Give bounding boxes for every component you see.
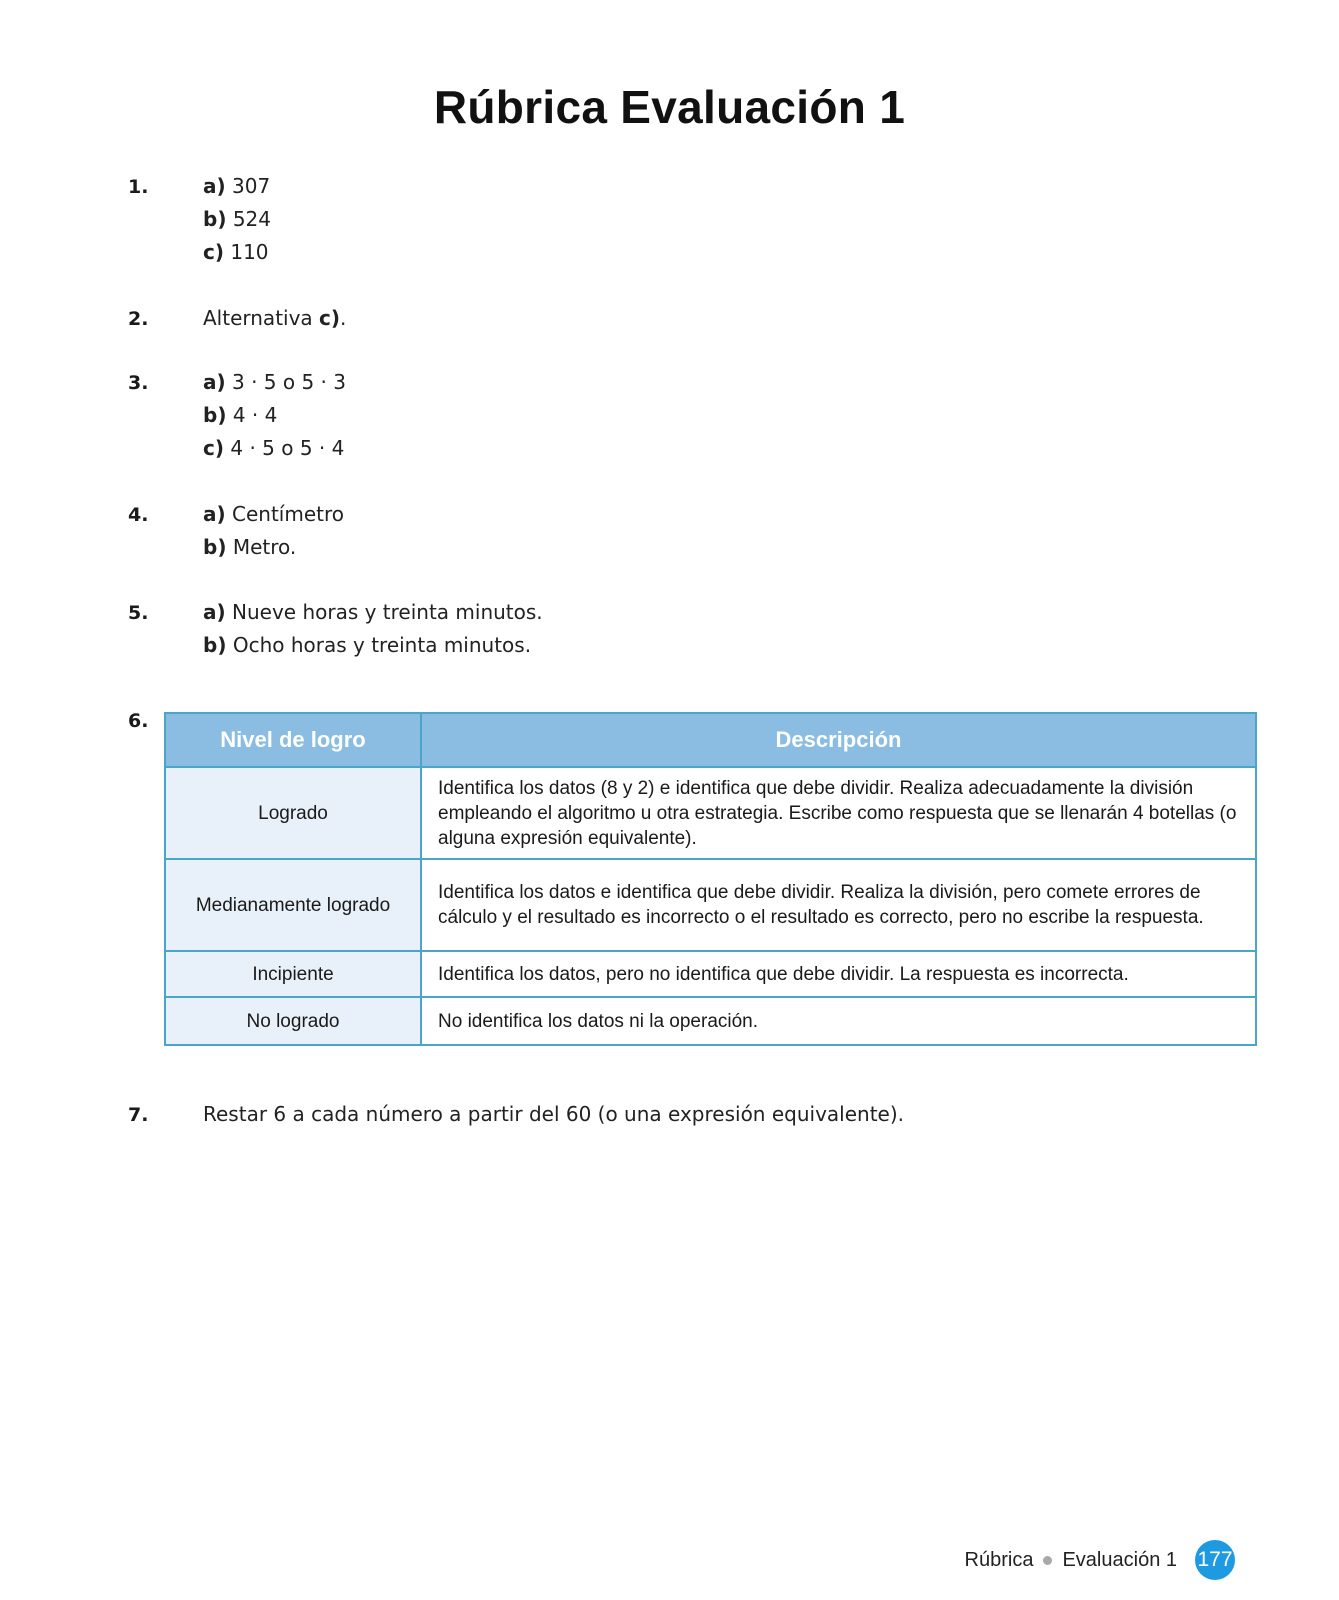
column-header-level: Nivel de logro	[165, 713, 421, 767]
question-number: 5.	[128, 602, 149, 624]
item-text: 4 · 5 o 5 · 4	[230, 436, 345, 460]
item-text: Alternativa	[203, 306, 320, 330]
question-5-answers	[203, 596, 543, 662]
answer-item	[203, 629, 543, 662]
level-cell: Incipiente	[165, 951, 421, 997]
page-number-badge: 177	[1195, 1540, 1235, 1580]
table-row	[165, 997, 1256, 1045]
table-row	[165, 767, 1256, 859]
table-header-row	[165, 713, 1256, 767]
item-text: 3 · 5 o 5 · 3	[232, 370, 346, 394]
answer-item	[203, 203, 271, 236]
description-cell: Identifica los datos e identifica que debe dividir. Realiza la división, pero comete errores de cálculo y el resultado es incorrecto o el resultado es correcto, pero no escribe la respuesta.	[421, 859, 1256, 951]
question-1-answers	[203, 170, 271, 269]
table-row	[165, 951, 1256, 997]
question-number: 3.	[128, 372, 149, 394]
answer-item	[203, 302, 346, 335]
item-text: 524	[232, 207, 272, 231]
question-number: 6.	[128, 710, 149, 732]
answer-item	[203, 1098, 904, 1131]
item-label: a)	[203, 174, 226, 198]
item-text: Centímetro	[232, 502, 344, 526]
item-text-end: .	[340, 306, 347, 330]
question-number: 1.	[128, 176, 149, 198]
item-text: Ocho horas y treinta minutos.	[232, 633, 532, 657]
level-cell: Medianamente logrado	[165, 859, 421, 951]
description-cell: Identifica los datos (8 y 2) e identifica que debe dividir. Realiza adecuadamente la división empleando el algoritmo u otra estrategia. Escribe como respuesta que se llenarán 4 botellas (o alguna expresión equivalente).	[421, 767, 1256, 859]
question-number: 4.	[128, 504, 149, 526]
answer-item	[203, 170, 271, 203]
question-number: 7.	[128, 1104, 149, 1126]
column-header-description: Descripción	[421, 713, 1256, 767]
item-text: 4 · 4	[232, 403, 278, 427]
item-text: 110	[230, 240, 269, 264]
item-label: c)	[319, 306, 341, 330]
item-label: a)	[203, 370, 226, 394]
question-number: 2.	[128, 308, 149, 330]
answer-item	[203, 236, 271, 269]
item-label: c)	[203, 240, 224, 264]
item-label: b)	[203, 207, 227, 231]
item-label: a)	[203, 600, 226, 624]
level-cell: No logrado	[165, 997, 421, 1045]
item-text: 307	[232, 174, 271, 198]
item-label: b)	[203, 403, 227, 427]
question-2-answer	[203, 302, 346, 335]
item-text: Restar 6 a cada número a partir del 60 (o una expresión equivalente).	[203, 1102, 905, 1126]
question-7-answer	[203, 1098, 904, 1131]
answer-item	[203, 399, 346, 432]
bullet-dot-icon	[1043, 1556, 1052, 1565]
answer-item	[203, 498, 344, 531]
footer-subsection: Evaluación 1	[1062, 1548, 1177, 1571]
item-label: b)	[203, 535, 227, 559]
item-label: b)	[203, 633, 227, 657]
item-text: Nueve horas y treinta minutos.	[232, 600, 543, 624]
question-4-answers	[203, 498, 344, 564]
item-label: c)	[203, 436, 224, 460]
item-text: Metro.	[232, 535, 297, 559]
question-3-answers	[203, 366, 346, 465]
answer-item	[203, 596, 543, 629]
description-cell: Identifica los datos, pero no identifica que debe dividir. La respuesta es incorrecta.	[421, 951, 1256, 997]
page-footer	[965, 1540, 1235, 1580]
description-cell: No identifica los datos ni la operación.	[421, 997, 1256, 1045]
footer-section: Rúbrica	[964, 1548, 1034, 1571]
level-cell: Logrado	[165, 767, 421, 859]
table-row	[165, 859, 1256, 951]
answer-item	[203, 531, 344, 564]
rubric-table	[164, 712, 1257, 1046]
item-label: a)	[203, 502, 226, 526]
answer-item	[203, 366, 346, 399]
page-title: Rúbrica Evaluación 1	[433, 81, 906, 133]
answer-item	[203, 432, 346, 465]
